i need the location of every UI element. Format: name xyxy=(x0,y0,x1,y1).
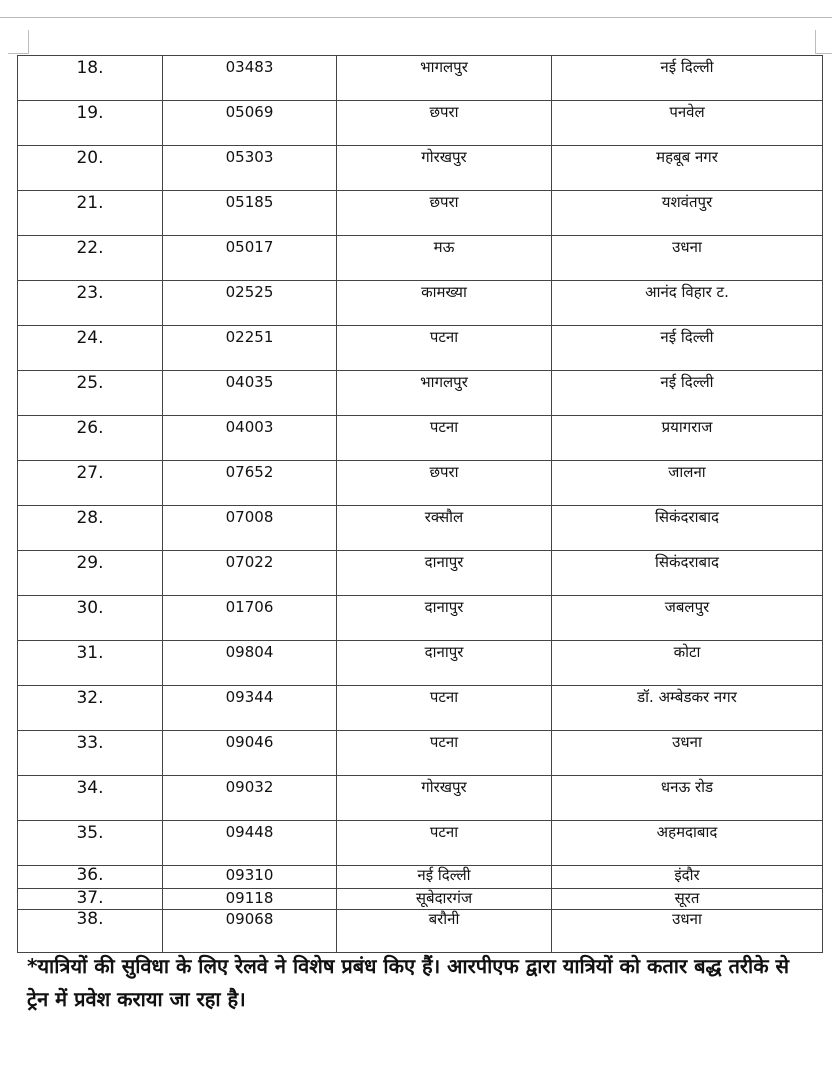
origin-station: रक्सौल xyxy=(337,506,552,551)
serial-number: 23. xyxy=(18,281,163,326)
train-number: 09118 xyxy=(163,889,337,910)
destination-station: इंदौर xyxy=(552,866,823,889)
table-row xyxy=(18,236,823,281)
destination-station: कोटा xyxy=(552,641,823,686)
train-number: 07652 xyxy=(163,461,337,506)
serial-number: 30. xyxy=(18,596,163,641)
destination-station: उधना xyxy=(552,236,823,281)
destination-station: नई दिल्ली xyxy=(552,371,823,416)
origin-station: सूबेदारगंज xyxy=(337,889,552,910)
serial-number: 38. xyxy=(18,910,163,953)
table-row xyxy=(18,731,823,776)
serial-number: 36. xyxy=(18,866,163,889)
table-row xyxy=(18,776,823,821)
train-number: 03483 xyxy=(163,56,337,101)
serial-number: 18. xyxy=(18,56,163,101)
table-row xyxy=(18,326,823,371)
destination-station: प्रयागराज xyxy=(552,416,823,461)
train-number: 09068 xyxy=(163,910,337,953)
destination-station: जालना xyxy=(552,461,823,506)
table-row xyxy=(18,506,823,551)
train-number: 09046 xyxy=(163,731,337,776)
train-number: 04003 xyxy=(163,416,337,461)
table-row xyxy=(18,821,823,866)
origin-station: बरौनी xyxy=(337,910,552,953)
destination-station: सिकंदराबाद xyxy=(552,551,823,596)
train-number: 05069 xyxy=(163,101,337,146)
serial-number: 35. xyxy=(18,821,163,866)
serial-number: 34. xyxy=(18,776,163,821)
destination-station: उधना xyxy=(552,910,823,953)
origin-station: पटना xyxy=(337,821,552,866)
table-row xyxy=(18,686,823,731)
serial-number: 31. xyxy=(18,641,163,686)
origin-station: दानापुर xyxy=(337,551,552,596)
origin-station: गोरखपुर xyxy=(337,146,552,191)
serial-number: 22. xyxy=(18,236,163,281)
margin-corner-left xyxy=(28,30,29,53)
train-number: 05303 xyxy=(163,146,337,191)
train-number: 07008 xyxy=(163,506,337,551)
serial-number: 24. xyxy=(18,326,163,371)
table-row xyxy=(18,56,823,101)
serial-number: 32. xyxy=(18,686,163,731)
table-row xyxy=(18,371,823,416)
origin-station: गोरखपुर xyxy=(337,776,552,821)
train-number: 09310 xyxy=(163,866,337,889)
table-row xyxy=(18,910,823,953)
origin-station: छपरा xyxy=(337,191,552,236)
destination-station: नई दिल्ली xyxy=(552,56,823,101)
origin-station: भागलपुर xyxy=(337,56,552,101)
page-top-rule xyxy=(0,17,832,18)
serial-number: 20. xyxy=(18,146,163,191)
destination-station: सूरत xyxy=(552,889,823,910)
origin-station: पटना xyxy=(337,326,552,371)
train-number: 01706 xyxy=(163,596,337,641)
serial-number: 21. xyxy=(18,191,163,236)
origin-station: भागलपुर xyxy=(337,371,552,416)
table-row xyxy=(18,191,823,236)
train-number: 09344 xyxy=(163,686,337,731)
destination-station: जबलपुर xyxy=(552,596,823,641)
table-row xyxy=(18,551,823,596)
destination-station: पनवेल xyxy=(552,101,823,146)
destination-station: डॉ. अम्बेडकर नगर xyxy=(552,686,823,731)
origin-station: नई दिल्ली xyxy=(337,866,552,889)
train-number: 02251 xyxy=(163,326,337,371)
train-number: 09804 xyxy=(163,641,337,686)
destination-station: महबूब नगर xyxy=(552,146,823,191)
table-row xyxy=(18,416,823,461)
table-row xyxy=(18,281,823,326)
origin-station: दानापुर xyxy=(337,596,552,641)
serial-number: 37. xyxy=(18,889,163,910)
origin-station: पटना xyxy=(337,416,552,461)
origin-station: कामख्या xyxy=(337,281,552,326)
destination-station: सिकंदराबाद xyxy=(552,506,823,551)
table-row xyxy=(18,101,823,146)
table-row xyxy=(18,866,823,889)
train-number: 02525 xyxy=(163,281,337,326)
serial-number: 25. xyxy=(18,371,163,416)
serial-number: 33. xyxy=(18,731,163,776)
destination-station: आनंद विहार ट. xyxy=(552,281,823,326)
passenger-note: *यात्रियों की सुविधा के लिए रेलवे ने विशेष प्रबंध किए हैं। आरपीएफ द्वारा यात्रियों को कतार बद्ध तरीके से ट्रेन में प्रवेश कराया जा रहा है। xyxy=(27,954,790,1011)
origin-station: पटना xyxy=(337,731,552,776)
table-row xyxy=(18,596,823,641)
table-row xyxy=(18,641,823,686)
table-row xyxy=(18,461,823,506)
margin-corner-right-h xyxy=(815,53,832,54)
train-number: 09032 xyxy=(163,776,337,821)
destination-station: यशवंतपुर xyxy=(552,191,823,236)
origin-station: मऊ xyxy=(337,236,552,281)
table-row xyxy=(18,889,823,910)
destination-station: नई दिल्ली xyxy=(552,326,823,371)
table-row xyxy=(18,146,823,191)
train-number: 05185 xyxy=(163,191,337,236)
margin-corner-left-h xyxy=(8,53,29,54)
serial-number: 27. xyxy=(18,461,163,506)
destination-station: अहमदाबाद xyxy=(552,821,823,866)
serial-number: 29. xyxy=(18,551,163,596)
origin-station: छपरा xyxy=(337,101,552,146)
serial-number: 26. xyxy=(18,416,163,461)
origin-station: छपरा xyxy=(337,461,552,506)
train-number: 09448 xyxy=(163,821,337,866)
margin-corner-right xyxy=(815,30,816,53)
train-number: 07022 xyxy=(163,551,337,596)
train-number: 04035 xyxy=(163,371,337,416)
train-number: 05017 xyxy=(163,236,337,281)
origin-station: दानापुर xyxy=(337,641,552,686)
train-list-table xyxy=(17,55,823,953)
origin-station: पटना xyxy=(337,686,552,731)
destination-station: धनऊ रोड xyxy=(552,776,823,821)
destination-station: उधना xyxy=(552,731,823,776)
serial-number: 19. xyxy=(18,101,163,146)
serial-number: 28. xyxy=(18,506,163,551)
